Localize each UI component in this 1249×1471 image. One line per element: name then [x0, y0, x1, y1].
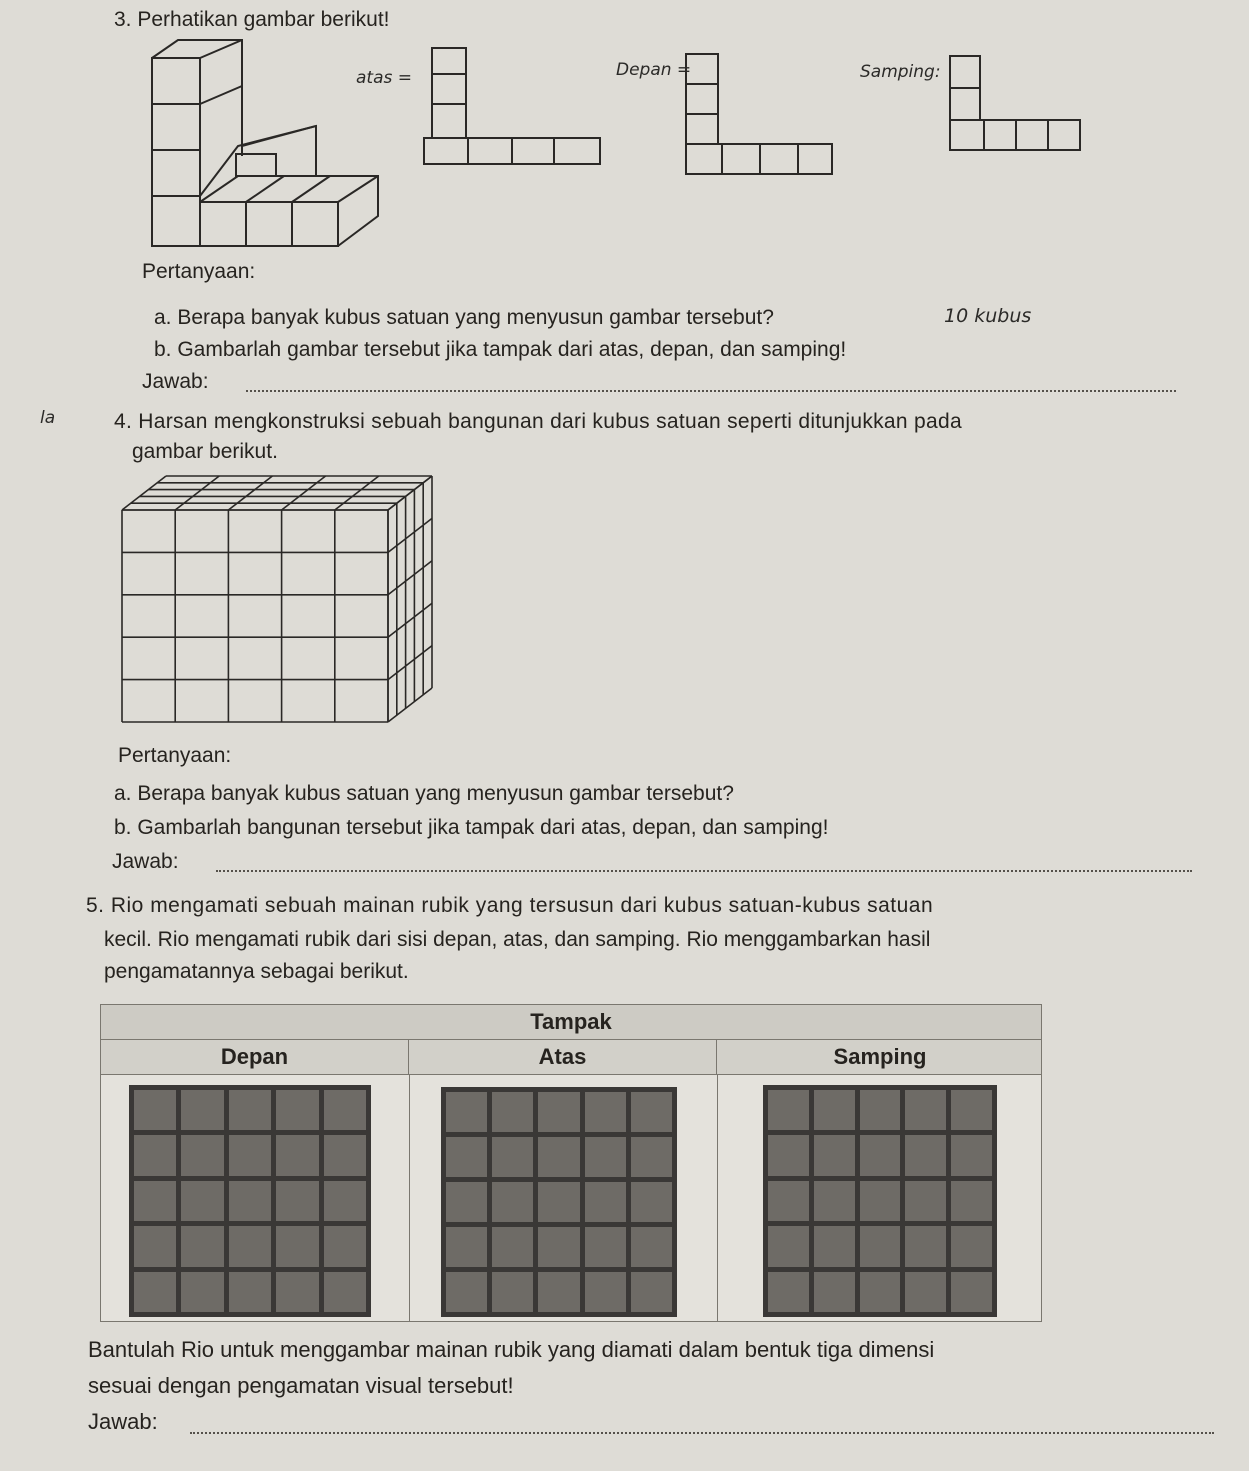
cube-grid-line — [388, 518, 432, 552]
q4-line2: gambar berikut. — [132, 440, 278, 463]
cube-grid-line — [388, 688, 432, 722]
table-subheader-row — [101, 1040, 1041, 1075]
cube-grid-line — [388, 646, 432, 680]
q5-jawab-label: Jawab: — [88, 1409, 158, 1434]
q3-cube-figure — [148, 36, 388, 256]
q4-cube-block-figure — [120, 470, 440, 730]
col-header-depan: Depan — [101, 1040, 409, 1074]
grid-samping — [763, 1085, 997, 1317]
q3-side-view-sketch — [944, 52, 1094, 162]
q4-question-a: a. Berapa banyak kubus satuan yang menyusun gambar tersebut? — [114, 782, 734, 805]
cube-grid-line — [282, 476, 326, 510]
q3-front-view-sketch — [680, 50, 840, 190]
cube-grid-line — [335, 476, 379, 510]
cube-grid-line — [175, 476, 219, 510]
cube-grid-line — [388, 603, 432, 637]
q5-line1: 5. Rio mengamati sebuah mainan rubik yang tersusun dari kubus satuan-kubus satuan — [86, 894, 934, 917]
cube-grid-line — [388, 476, 432, 510]
col-header-atas: Atas — [409, 1040, 717, 1074]
q3-answer-line[interactable] — [246, 390, 1176, 392]
hand-label-depan: Depan = — [616, 60, 692, 80]
q4-questions-label: Pertanyaan: — [118, 744, 232, 767]
grid-atas — [441, 1087, 677, 1317]
q3-handwritten-answer: 10 kubus — [944, 305, 1032, 327]
q5-answer-line[interactable] — [190, 1432, 1214, 1434]
q3-question-b: b. Gambarlah gambar tersebut jika tampak dari atas, depan, dan samping! — [154, 338, 847, 361]
hand-label-samping: Samping: — [860, 62, 941, 82]
q3-top-view-sketch — [420, 44, 610, 174]
q4-question-b: b. Gambarlah bangunan tersebut jika tampak dari atas, depan, dan samping! — [114, 816, 829, 839]
q5-line3: pengamatannya sebagai berikut. — [104, 960, 409, 983]
q5-views-table — [100, 1004, 1042, 1322]
q4-answer-line[interactable] — [216, 870, 1192, 872]
q4-line1: 4. Harsan mengkonstruksi sebuah bangunan dari kubus satuan seperti ditunjukkan pada — [114, 410, 962, 433]
q5-after-line1: Bantulah Rio untuk menggambar mainan rubik yang diamati dalam bentuk tiga dimensi — [88, 1337, 935, 1362]
q3-questions-label: Pertanyaan: — [142, 260, 256, 283]
table-header-tampak: Tampak — [101, 1005, 1041, 1040]
cube-grid-line — [228, 476, 272, 510]
hand-label-atas: atas = — [356, 68, 413, 88]
q3-title: 3. Perhatikan gambar berikut! — [114, 8, 390, 31]
cube-grid-line — [122, 476, 166, 510]
col-header-samping: Samping — [833, 1044, 927, 1069]
margin-mark: la — [40, 408, 56, 428]
q5-after-line2: sesuai dengan pengamatan visual tersebut! — [88, 1373, 514, 1398]
q3-jawab-label: Jawab: — [142, 370, 209, 393]
q4-jawab-label: Jawab: — [112, 850, 179, 873]
q5-line2: kecil. Rio mengamati rubik dari sisi depan, atas, dan samping. Rio menggambarkan hasil — [104, 928, 931, 951]
table-divider-1 — [409, 1075, 410, 1321]
q3-question-a: a. Berapa banyak kubus satuan yang menyusun gambar tersebut? — [154, 306, 774, 329]
grid-depan — [129, 1085, 371, 1317]
table-divider-2 — [717, 1075, 718, 1321]
cube-grid-line — [388, 561, 432, 595]
